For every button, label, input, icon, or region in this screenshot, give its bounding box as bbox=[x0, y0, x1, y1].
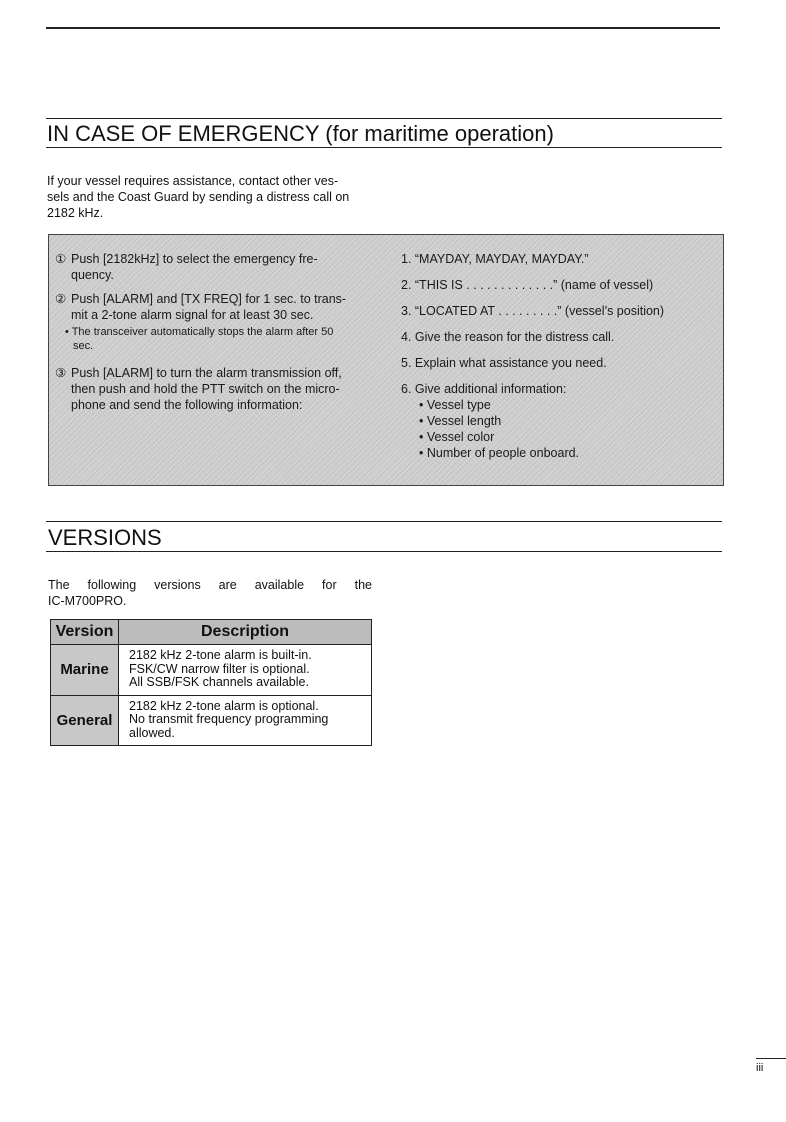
header-description: Description bbox=[119, 620, 372, 645]
intro-line: 2182 kHz. bbox=[47, 206, 104, 220]
description-line: FSK/CW narrow filter is optional. bbox=[129, 661, 310, 676]
version-description bbox=[119, 645, 372, 696]
page-number-rule bbox=[756, 1058, 786, 1059]
emergency-top-rule bbox=[46, 118, 722, 119]
step-number: ③ bbox=[55, 366, 67, 380]
step-text-line: then push and hold the PTT switch on the micro- bbox=[71, 382, 340, 396]
version-name: Marine bbox=[51, 645, 119, 696]
emergency-heading: IN CASE OF EMERGENCY (for maritime operation) bbox=[47, 121, 554, 146]
step-2 bbox=[55, 291, 375, 323]
description-line: 2182 kHz 2-tone alarm is built-in. bbox=[129, 648, 312, 662]
additional-info-item: • Vessel color bbox=[419, 430, 495, 444]
step-text-line: Push [ALARM] and [TX FREQ] for 1 sec. to trans- bbox=[71, 292, 347, 306]
call-item-4: 4. Give the reason for the distress call. bbox=[401, 330, 615, 344]
note-line: sec. bbox=[73, 340, 94, 352]
step-number: ② bbox=[55, 292, 67, 306]
table-row bbox=[51, 645, 372, 696]
step-text-line: quency. bbox=[71, 268, 114, 282]
emergency-intro bbox=[47, 173, 377, 221]
version-description bbox=[119, 695, 372, 746]
emergency-procedure-box bbox=[48, 234, 724, 486]
versions-bottom-rule bbox=[46, 551, 722, 552]
procedure-steps bbox=[55, 251, 375, 421]
step-3 bbox=[55, 365, 375, 413]
emergency-bottom-rule bbox=[46, 147, 722, 148]
call-item-5: 5. Explain what assistance you need. bbox=[401, 356, 607, 370]
version-name: General bbox=[51, 695, 119, 746]
description-line: allowed. bbox=[129, 725, 175, 740]
description-line: No transmit frequency programming bbox=[129, 712, 329, 726]
versions-heading: VERSIONS bbox=[48, 525, 162, 550]
versions-intro-line: The following versions are available for the bbox=[48, 578, 372, 592]
additional-info-item: • Vessel type bbox=[419, 398, 491, 412]
call-item-1: 1. “MAYDAY, MAYDAY, MAYDAY.” bbox=[401, 252, 589, 266]
step-text-line: phone and send the following information: bbox=[71, 398, 303, 412]
versions-intro bbox=[48, 577, 372, 609]
call-item-6: 6. Give additional information: bbox=[401, 382, 567, 396]
additional-info-item: • Number of people onboard. bbox=[419, 446, 580, 460]
table-row bbox=[51, 695, 372, 746]
step-text-line: mit a 2-tone alarm signal for at least 30 sec. bbox=[71, 308, 314, 322]
step-number: ① bbox=[55, 252, 67, 266]
description-line: 2182 kHz 2-tone alarm is optional. bbox=[129, 698, 319, 713]
step-1 bbox=[55, 251, 375, 283]
step-text-line: Push [2182kHz] to select the emergency fre- bbox=[71, 252, 318, 266]
versions-intro-line: IC-M700PRO. bbox=[48, 594, 127, 608]
versions-table bbox=[50, 619, 372, 746]
step-text-line: Push [ALARM] to turn the alarm transmission off, bbox=[71, 366, 342, 380]
call-item-2: 2. “THIS IS . . . . . . . . . . . . .” (name of vessel) bbox=[401, 278, 654, 292]
intro-line: If your vessel requires assistance, contact other ves- bbox=[47, 174, 339, 188]
header-version: Version bbox=[51, 620, 119, 645]
intro-line: sels and the Coast Guard by sending a distress call on bbox=[47, 190, 350, 204]
top-rule bbox=[46, 27, 720, 29]
step-2-note bbox=[65, 325, 375, 353]
page-number: iii bbox=[756, 1062, 764, 1074]
versions-top-rule bbox=[46, 521, 722, 522]
additional-info-item: • Vessel length bbox=[419, 414, 502, 428]
table-header-row bbox=[51, 620, 372, 645]
description-line: All SSB/FSK channels available. bbox=[129, 675, 309, 689]
distress-call-script bbox=[401, 251, 717, 461]
note-line: • The transceiver automatically stops the alarm after 50 bbox=[65, 326, 334, 338]
call-item-3: 3. “LOCATED AT . . . . . . . . .” (vessel’s position) bbox=[401, 304, 665, 318]
